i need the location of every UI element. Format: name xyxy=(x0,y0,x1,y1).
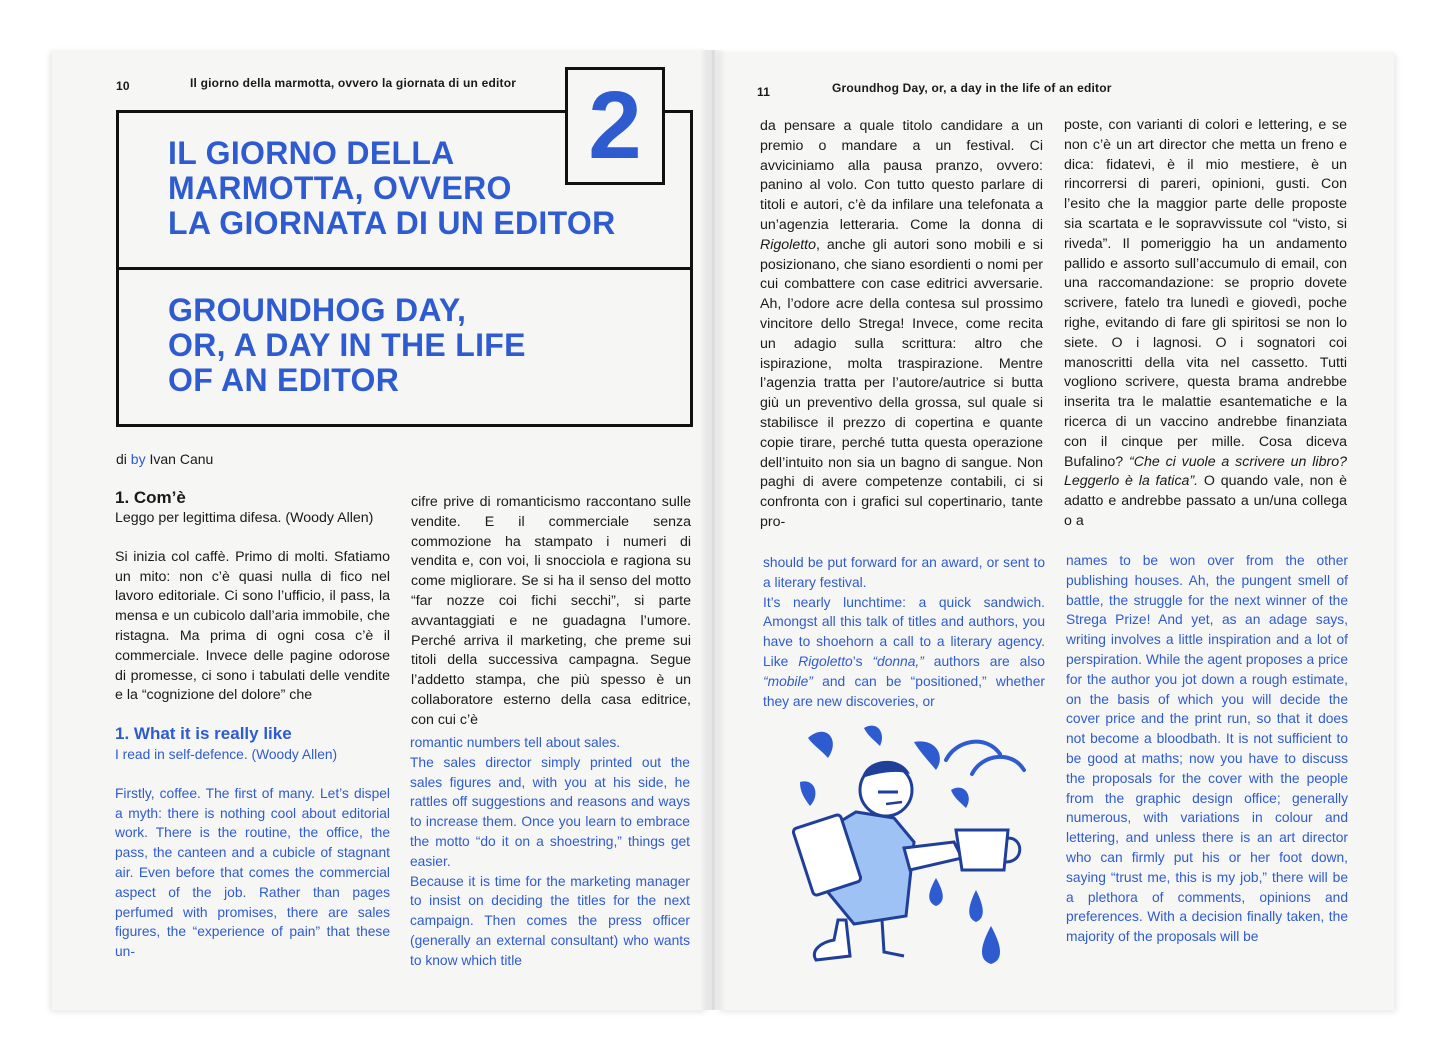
leaf-3 xyxy=(914,741,940,770)
byline xyxy=(116,451,213,467)
book-gutter xyxy=(700,50,726,1010)
running-head-left: Il giorno della marmotta, ovvero la giornata di un editor xyxy=(190,76,517,90)
right-column-2 xyxy=(1064,116,1347,532)
title-it-line-2: MARMOTTA, OVVERO xyxy=(168,170,512,206)
chapter-number: 2 xyxy=(565,67,665,185)
right-column-1-english xyxy=(763,553,1045,711)
body-en-2a: romantic numbers tell about sales. xyxy=(410,735,621,750)
title-italian xyxy=(168,136,615,241)
body-it-4: poste, con varianti di colori e lettering, e se non c’è un art director che metta un freno e dica: fidatevi, è il mio mestiere, è un rincorrersi di pareri, opinioni, gusti. Con l’esito che la maggior parte delle proposte sia scartata e le sopravvissute col “visto, si riveda”. Il pomeriggio ha un andamento pallido e assorto sull’accumulo di email, con una raccomandazione: se proprio dovete scrivere, fatelo tra lunedì e giovedì, poche righe, evitando di fare gli spiritosi se non lo siete. O i lagnosi. O i sognatori coi manoscritti della vita nel cassetto. Tutti vogliono scrivere, questa brama andrebbe inserita tra le malattie esantematiche e la ricerca di un vaccino andrebbe finanziata con il cinque per mille. Cosa diceva Bufalino? “Che ci vuole a scrivere un libro? Leggerlo è la fatica”. O quando vale, non è adatto e andrebbe passato a un/una collega o a xyxy=(1064,117,1347,529)
title-it-line-3: LA GIORNATA DI UN EDITOR xyxy=(168,205,616,241)
drop-2 xyxy=(969,890,983,922)
section-heading-en: 1. What it is really like xyxy=(115,724,292,743)
title-it-line-1: IL GIORNO DELLA xyxy=(168,135,455,171)
body-en-2c: Because it is time for the marketing manager to insist on deciding the titles for the next campaign. Then comes the press officer (generally an external consultant) who wants to know which title xyxy=(410,873,690,968)
right-column-1 xyxy=(760,117,1043,533)
title-en-line-1: GROUNDHOG DAY, xyxy=(168,292,467,328)
left-column-2-english xyxy=(410,733,690,971)
body-it-1: Si inizia col caffè. Primo di molti. Sfatiamo un mito: non c’è quasi nulla di fico nel lavoro editoriale. Ci sono l’ufficio, il pass, la mensa e un cubicolo dall’aria immobile, che ristagna. Ma prima di ogni cosa c’è il commerciale. Invece delle pagine odorose di promesse, ci sono i tabulati delle vendite e la “cognizione del dolore” che xyxy=(115,548,390,704)
body-en-1: Firstly, coffee. The first of many. Let’s dispel a myth: there is nothing cool about editorial work. There is the routine, the office, the pass, the canteen and a cubicle of stagnant air. Even before that comes the commercial aspect of the job. Rather than pages perfumed with promises, there are sales figures, the “experience of pain” that these un- xyxy=(115,785,390,960)
section-heading-it: 1. Com’è xyxy=(115,488,186,507)
title-en-line-2: OR, A DAY IN THE LIFE xyxy=(168,327,526,363)
left-column-1 xyxy=(115,487,390,706)
body-en-2b: The sales director simply printed out the sales figures and, with you at his side, he rattles off suggestions and reasons and ways to increase them. Once you learn to embrace the motto “do it on a shoestring,” things get easier. xyxy=(410,754,690,869)
editor-with-coffee-illustration xyxy=(786,720,1056,970)
drop-3 xyxy=(982,926,1000,964)
left-column-2 xyxy=(411,493,691,731)
epigraph-en: I read in self-defence. (Woody Allen) xyxy=(115,747,338,762)
leaf-1 xyxy=(808,732,833,758)
character xyxy=(792,761,1019,960)
body-en-4: names to be won over from the other publishing houses. Ah, the pungent smell of battle, the struggle for the next winner of the Strega Prize! And yet, as an adage says, writing involves a little inspiration and a lot of perspiration. While the agent proposes a price for the author you jot down a rough estimate, on the basis of which you will decide the cover price and the print run, so that it does not become a bloodbath. It is not sufficient to be good at maths; now you have to discuss the proposals for the cover with the people from the graphic design office; generally numerous, with variations in colour and lettering, and unless there is an art director who can firmly put his or her foot down, saying “trust me, this is my job,” there will be a plethora of comments, opinions and preferences. With a decision finally taken, the majority of the proposals will be xyxy=(1066,553,1348,945)
byline-by: by xyxy=(130,451,146,467)
byline-author: Ivan Canu xyxy=(149,451,214,467)
right-column-2-english xyxy=(1066,551,1348,947)
running-head-right: Groundhog Day, or, a day in the life of an editor xyxy=(832,81,1112,95)
byline-di: di xyxy=(116,451,127,467)
title-english xyxy=(168,293,526,398)
leaf-5 xyxy=(951,788,969,808)
epigraph-it: Leggo per legittima difesa. (Woody Allen) xyxy=(115,510,374,526)
steam-2 xyxy=(972,757,1024,774)
left-column-1-english xyxy=(115,723,390,962)
body-en-3a: should be put forward for an award, or sent to a literary festival. xyxy=(763,555,1045,590)
body-it-3: da pensare a quale titolo candidare a un premio o mandare a un festival. Ci avviciniamo alla pausa pranzo, ovvero: panino al volo. Con tutto questo parlare di titoli e autori, c’è da infilare una telefonata a un’agenzia letteraria. Come la donna di Rigoletto, anche gli autori sono mobili e si posizionano, che siano esordienti o nomi per cui combattere con case editrici avversarie. Ah, l’odore acre della contesa sul prossimo vincitore dello Strega! Invece, come recita un adagio sulla scrittura: altro che ispirazione, molta traspirazione. Mentre l’agenzia tratta per l’autore/autrice si butta giù un preventivo della grossa, sul quale si stabilisce il prezzo di copertina e quante copie tirare, perché tutta questa operazione dell’intuito non sia un bagno di sangue. Non paghi di avere competenze contabili, ci si confronta con i grafici sul copertinario, tante pro- xyxy=(760,118,1043,530)
leaf-2 xyxy=(864,726,882,746)
leaf-4 xyxy=(800,781,815,806)
title-en-line-3: OF AN EDITOR xyxy=(168,362,400,398)
page-number-right: 11 xyxy=(757,85,771,99)
drop-1 xyxy=(929,878,943,906)
body-it-2: cifre prive di romanticismo raccontano sulle vendite. E il commerciale senza commozione ha stampato i numeri di vendita e, con voi, li snocciola e ragiona su come migliorare. Se si ha il senso del motto “far nozze coi fichi secchi”, si parte avvantaggiati e ne guadagna l’umore. Perché arriva il marketing, che preme sui titoli della successiva campagna. Segue l’addetto stampa, che più spesso è un collaboratore esterno della casa editrice, con cui c’è xyxy=(411,494,691,728)
body-en-3b: It’s nearly lunchtime: a quick sandwich. Amongst all this talk of titles and authors, you have to shoehorn a call to a literary agency. Like Rigoletto’s “donna,” authors are also “mobile” and can be “positioned,” whether they are new discoveries, or xyxy=(763,594,1045,709)
page-number-left: 10 xyxy=(116,79,130,93)
